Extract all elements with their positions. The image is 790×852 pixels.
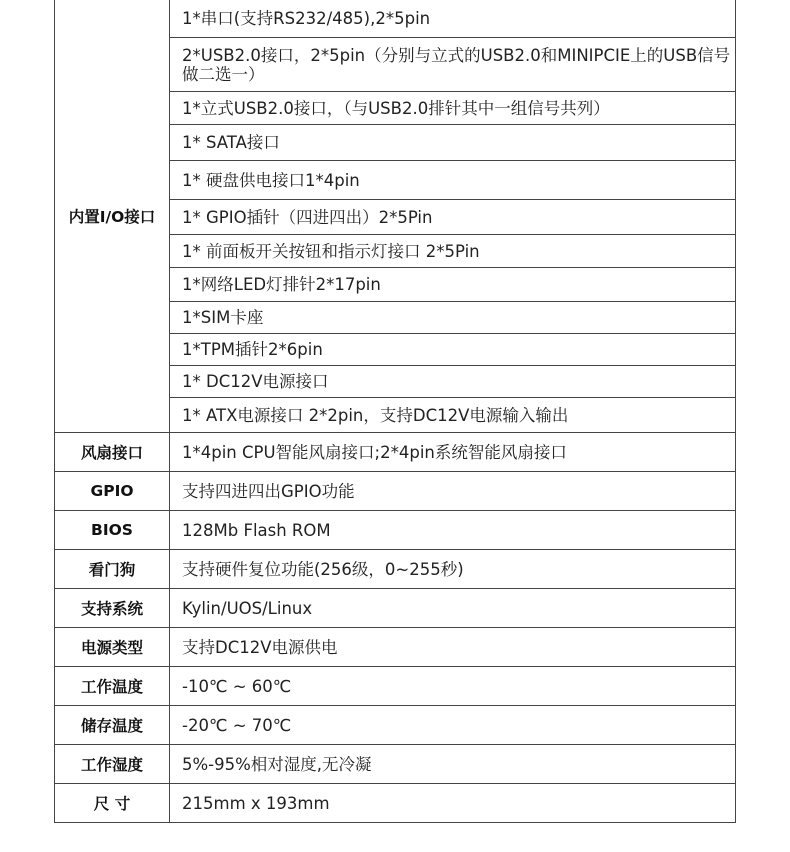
- spec-value: -20℃ ~ 70℃: [182, 715, 292, 735]
- io-label: 内置I/O接口: [54, 0, 170, 432]
- spec-row-fan: [54, 433, 736, 472]
- io-item: 1* GPIO插针（四进四出）2*5Pin: [170, 200, 735, 235]
- io-item: 1* 硬盘供电接口1*4pin: [170, 161, 735, 200]
- spec-value: 1*4pin CPU智能风扇接口;2*4pin系统智能风扇接口: [182, 442, 567, 462]
- spec-row-power: [54, 628, 736, 667]
- spec-row-bios: [54, 511, 736, 550]
- spec-value: Kylin/UOS/Linux: [182, 598, 313, 618]
- io-item: 1*SIM卡座: [170, 302, 735, 334]
- spec-row-gpio: [54, 472, 736, 511]
- spec-value: 支持四进四出GPIO功能: [182, 481, 355, 501]
- io-item: 1* 前面板开关按钮和指示灯接口 2*5Pin: [170, 235, 735, 268]
- spec-label: 储存温度: [54, 706, 170, 744]
- spec-label: BIOS: [54, 511, 170, 549]
- spec-label: 看门狗: [54, 550, 170, 588]
- spec-value: 128Mb Flash ROM: [182, 520, 331, 540]
- spec-label: 电源类型: [54, 628, 170, 666]
- spec-label: 工作温度: [54, 667, 170, 705]
- spec-row-watchdog: [54, 550, 736, 589]
- spec-row-storage-temp: [54, 706, 736, 745]
- io-item: 1*TPM插针2*6pin: [170, 334, 735, 366]
- spec-label: 风扇接口: [54, 433, 170, 471]
- spec-value: -10℃ ~ 60℃: [182, 676, 292, 696]
- io-row: [54, 0, 736, 433]
- io-values: [170, 0, 736, 432]
- io-item: 1*立式USB2.0接口，（与USB2.0排针其中一组信号共列）: [170, 92, 735, 125]
- spec-label: 支持系统: [54, 589, 170, 627]
- io-item: 1* DC12V电源接口: [170, 366, 735, 398]
- spec-value: 215mm x 193mm: [182, 793, 330, 813]
- spec-table: [54, 0, 736, 823]
- spec-value: 5%-95%相对湿度,无冷凝: [182, 754, 372, 774]
- io-item: 1* SATA接口: [170, 125, 735, 161]
- spec-row-size: [54, 784, 736, 823]
- spec-row-op-temp: [54, 667, 736, 706]
- spec-value: 支持硬件复位功能(256级，0~255秒): [182, 559, 464, 579]
- spec-row-os: [54, 589, 736, 628]
- spec-row-humidity: [54, 745, 736, 784]
- io-item: 2*USB2.0接口，2*5pin（分别与立式的USB2.0和MINIPCIE上的USB信号做二选一）: [170, 38, 735, 92]
- spec-value: 支持DC12V电源供电: [182, 637, 338, 657]
- spec-label: 工作湿度: [54, 745, 170, 783]
- io-item: 1* ATX电源接口 2*2pin，支持DC12V电源输入输出: [182, 405, 569, 425]
- io-item: 1*串口(支持RS232/485),2*5pin: [170, 0, 735, 38]
- spec-label: 尺 寸: [54, 784, 170, 822]
- io-item: 1*网络LED灯排针2*17pin: [170, 268, 735, 302]
- spec-label: GPIO: [54, 472, 170, 510]
